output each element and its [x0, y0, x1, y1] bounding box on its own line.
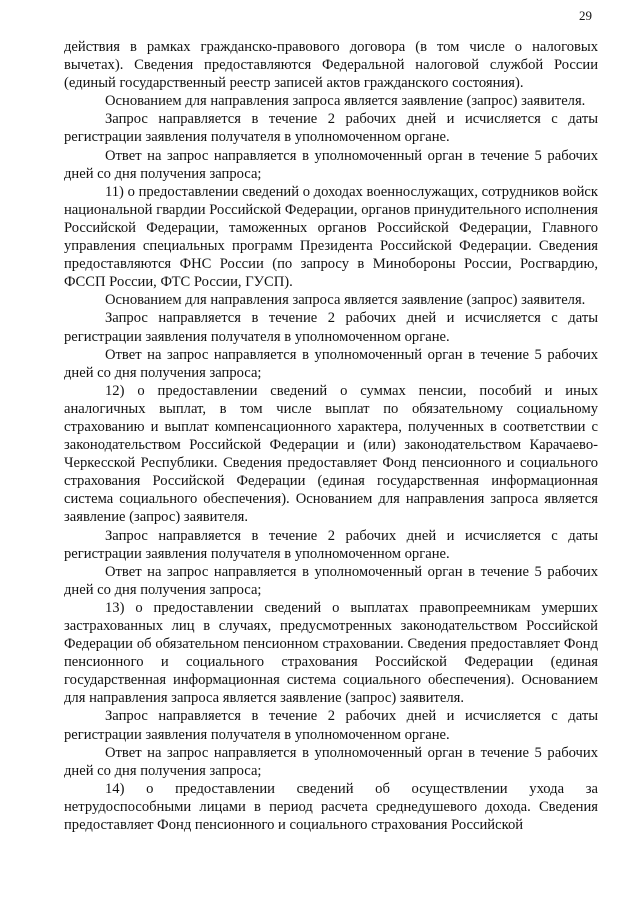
- paragraph-item-11: 11) о предоставлении сведений о доходах военнослужащих, сотрудников войск национальной гвардии Российской Федерации, органов принудительного исполнения Российской Федерации, таможенных органов Российской Федерации, Главного управления специальных программ Президента Российской Федерации. Сведения предоставляются ФНС России (по запросу в Минобороны России, Росгвардию, ФССП России, ФТС России, ГУСП).: [64, 183, 598, 291]
- paragraph: Ответ на запрос направляется в уполномоченный орган в течение 5 рабочих дней со дня получения запроса;: [64, 563, 598, 598]
- paragraph: Ответ на запрос направляется в уполномоченный орган в течение 5 рабочих дней со дня получения запроса;: [64, 346, 598, 381]
- paragraph: Основанием для направления запроса является заявление (запрос) заявителя.: [105, 93, 586, 110]
- paragraph: Запрос направляется в течение 2 рабочих дней и исчисляется с даты регистрации заявления получателя в уполномоченном органе.: [64, 111, 598, 146]
- paragraph: Ответ на запрос направляется в уполномоченный орган в течение 5 рабочих дней со дня получения запроса;: [64, 744, 598, 779]
- paragraph: Запрос направляется в течение 2 рабочих дней и исчисляется с даты регистрации заявления получателя в уполномоченном органе.: [64, 527, 598, 562]
- document-body: [64, 38, 598, 834]
- paragraph-item-12: 12) о предоставлении сведений о суммах пенсии, пособий и иных аналогичных выплат, в том числе выплат по обязательному социальному страхованию и выплат компенсационного характера, полученных в соответствии с законодательством Российской Федерации и (или) законодательством Карачаево-Черкесской Республики. Сведения предоставляет Фонд пенсионного и социального страхования Российской Федерации (единая государственная информационная система социального обеспечения). Основанием для направления запроса является заявление (запрос) заявителя.: [64, 382, 598, 526]
- page-number: 29: [579, 8, 592, 23]
- paragraph: Основанием для направления запроса является заявление (запрос) заявителя.: [105, 292, 586, 309]
- paragraph-continuation: действия в рамках гражданско-правового договора (в том числе о налоговых вычетах). Сведения предоставляются Федеральной налоговой службой России (единый государственный реестр записей актов гражданского состояния).: [64, 39, 598, 92]
- paragraph: Запрос направляется в течение 2 рабочих дней и исчисляется с даты регистрации заявления получателя в уполномоченном органе.: [64, 708, 598, 743]
- paragraph: Ответ на запрос направляется в уполномоченный орган в течение 5 рабочих дней со дня получения запроса;: [64, 147, 598, 182]
- paragraph: Запрос направляется в течение 2 рабочих дней и исчисляется с даты регистрации заявления получателя в уполномоченном органе.: [64, 310, 598, 345]
- paragraph-item-13: 13) о предоставлении сведений о выплатах правопреемникам умерших застрахованных лиц в случаях, предусмотренных законодательством Российской Федерации об обязательном пенсионном страховании. Сведения предоставляет Фонд пенсионного и социального страхования Российской Федерации (единая государственная информационная система социального обеспечения). Основанием для направления запроса является заявление (запрос) заявителя.: [64, 599, 598, 707]
- paragraph-item-14: 14) о предоставлении сведений об осуществлении ухода за нетрудоспособными лицами в период расчета среднедушевого дохода. Сведения предоставляет Фонд пенсионного и социального страхования Российской: [64, 780, 598, 834]
